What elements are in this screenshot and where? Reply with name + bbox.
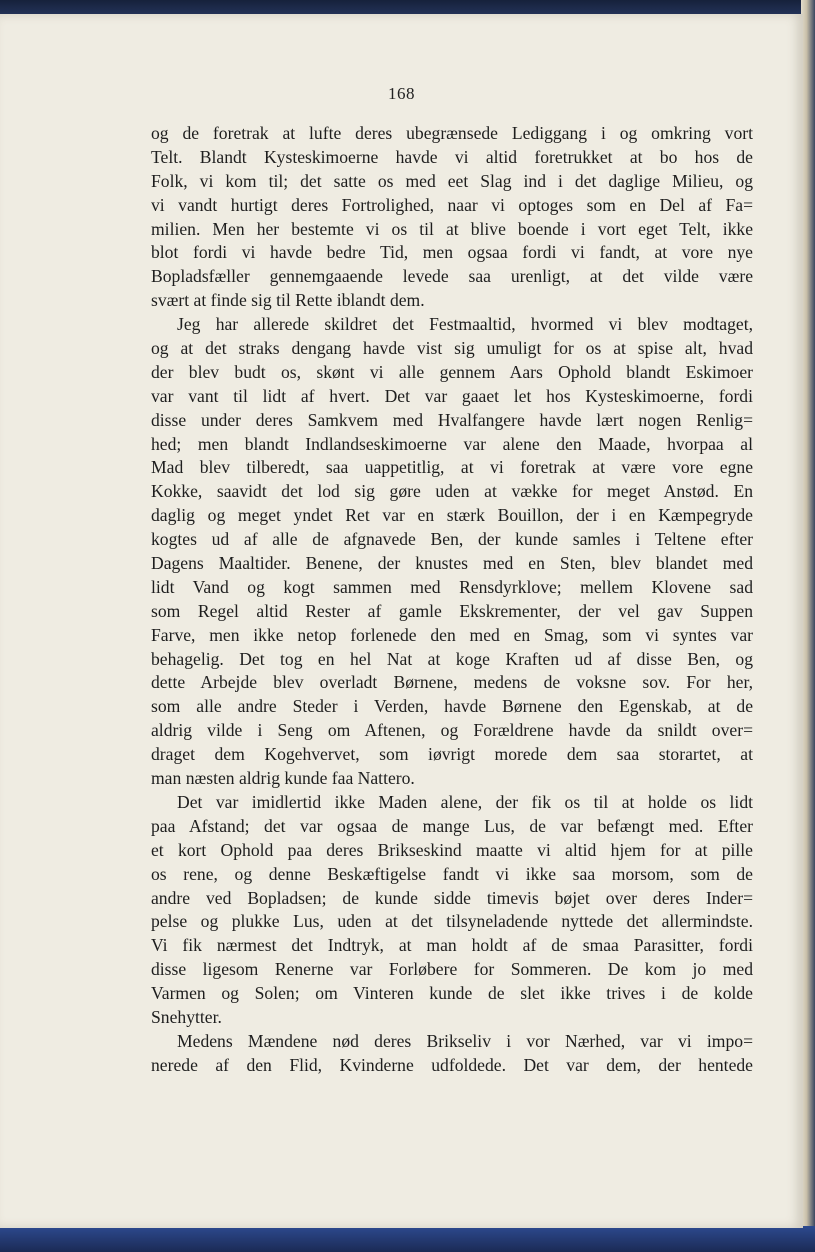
text-line: som alle andre Steder i Verden, havde Børnene den Egenskab, at de — [151, 696, 753, 717]
text-line: daglig og meget yndet Ret var en stærk Bouillon, der i en Kæmpegryde — [151, 505, 753, 526]
text-line: og de foretrak at lufte deres ubegrænsede Lediggang i og omkring vort — [151, 123, 753, 143]
text-line: dette Arbejde blev overladt Børnene, medens de voksne sov. For her, — [151, 672, 753, 693]
text-line: og at det straks dengang havde vist sig umuligt for os at spise alt, hvad — [151, 338, 753, 359]
text-line: draget dem Kogehvervet, som iøvrigt morede dem saa storartet, at — [151, 744, 753, 765]
text-line: Vi fik nærmest det Indtryk, at man holdt af de smaa Parasitter, fordi — [151, 935, 753, 956]
book-right-edge — [801, 0, 815, 1252]
text-line: Folk, vi kom til; det satte os med eet Slag ind i det daglige Milieu, og — [151, 170, 753, 191]
text-line: lidt Vand og kogt sammen med Rensdyrklove; mellem Klovene sad — [151, 576, 753, 597]
text-line: som Regel altid Rester af gamle Ekskrementer, der vel gav Suppen — [151, 600, 753, 621]
text-line: blot fordi vi havde bedre Tid, men ogsaa fordi vi fandt, at vore nye — [151, 242, 753, 263]
text-line: milien. Men her bestemte vi os til at blive boende i vort eget Telt, ikke — [151, 218, 753, 239]
text-line: Jeg har allerede skildret det Festmaaltid, hvormed vi blev modtaget, — [177, 314, 753, 335]
text-line: Telt. Blandt Kysteskimoerne havde vi altid foretrukket at bo hos de — [151, 146, 753, 167]
text-line: pelse og plukke Lus, uden at det tilsyneladende nyttede det allermindste. — [151, 911, 753, 932]
text-line: der blev budt os, skønt vi alle gennem Aars Ophold blandt Eskimoer — [151, 361, 753, 382]
body-text — [151, 122, 753, 1078]
text-line: aldrig vilde i Seng om Aftenen, og Forældrene havde da snildt over= — [151, 720, 753, 741]
text-line: vi vandt hurtigt deres Fortrolighed, naar vi optoges som en Del af Fa= — [151, 194, 753, 215]
text-line: Det var imidlertid ikke Maden alene, der fik os til at holde os lidt — [177, 791, 753, 812]
text-line: andre ved Bopladsen; de kunde sidde timevis bøjet over deres Inder= — [151, 887, 753, 908]
text-line: behagelig. Det tog en hel Nat at koge Kraften ud af disse Ben, og — [151, 648, 753, 669]
text-line: Farve, men ikke netop forlenede den med en Smag, som vi syntes var — [151, 624, 753, 645]
page-number: 168 — [388, 84, 415, 103]
text-line: Snehytter. — [151, 1006, 222, 1027]
text-line: Dagens Maaltider. Benene, der knustes med en Sten, blev blandet med — [151, 553, 753, 574]
text-line: var vant til lidt af hvert. Det var gaaet let hos Kysteskimoerne, fordi — [151, 385, 753, 406]
text-line: Varmen og Solen; om Vinteren kunde de slet ikke trives i de kolde — [151, 983, 753, 1004]
text-line: Medens Mændene nød deres Brikseliv i vor Nærhed, var vi impo= — [177, 1030, 753, 1051]
book-page — [0, 14, 803, 1228]
text-line: os rene, og denne Beskæftigelse fandt vi ikke saa morsom, som de — [151, 863, 753, 884]
text-line: hed; men blandt Indlandseskimoerne var alene den Maade, hvorpaa al — [151, 433, 753, 454]
text-line: man næsten aldrig kunde faa Nattero. — [151, 768, 415, 789]
text-line: disse ligesom Renerne var Forløbere for Sommeren. De kom jo med — [151, 959, 753, 980]
text-line: paa Afstand; det var ogsaa de mange Lus, de var befængt med. Efter — [151, 815, 753, 836]
text-line: disse under deres Samkvem med Hvalfangere havde lært nogen Renlig= — [151, 409, 753, 430]
text-line: nerede af den Flid, Kvinderne udfoldede. Det var dem, der hentede — [151, 1054, 753, 1075]
text-line: Bopladsfæller gennemgaaende levede saa urenligt, at det vilde være — [151, 266, 753, 287]
text-line: Kokke, saavidt det lod sig gøre uden at vække for meget Anstød. En — [151, 481, 753, 502]
text-line: svært at finde sig til Rette iblandt dem. — [151, 290, 425, 311]
text-line: kogtes ud af alle de afgnavede Ben, der kunde samles i Teltene efter — [151, 529, 753, 550]
text-line: Mad blev tilberedt, saa uappetitlig, at vi foretrak at være vore egne — [151, 457, 753, 478]
text-line: et kort Ophold paa deres Brikseskind maatte vi altid hjem for at pille — [151, 839, 753, 860]
book-cover-bottom — [0, 1226, 815, 1252]
